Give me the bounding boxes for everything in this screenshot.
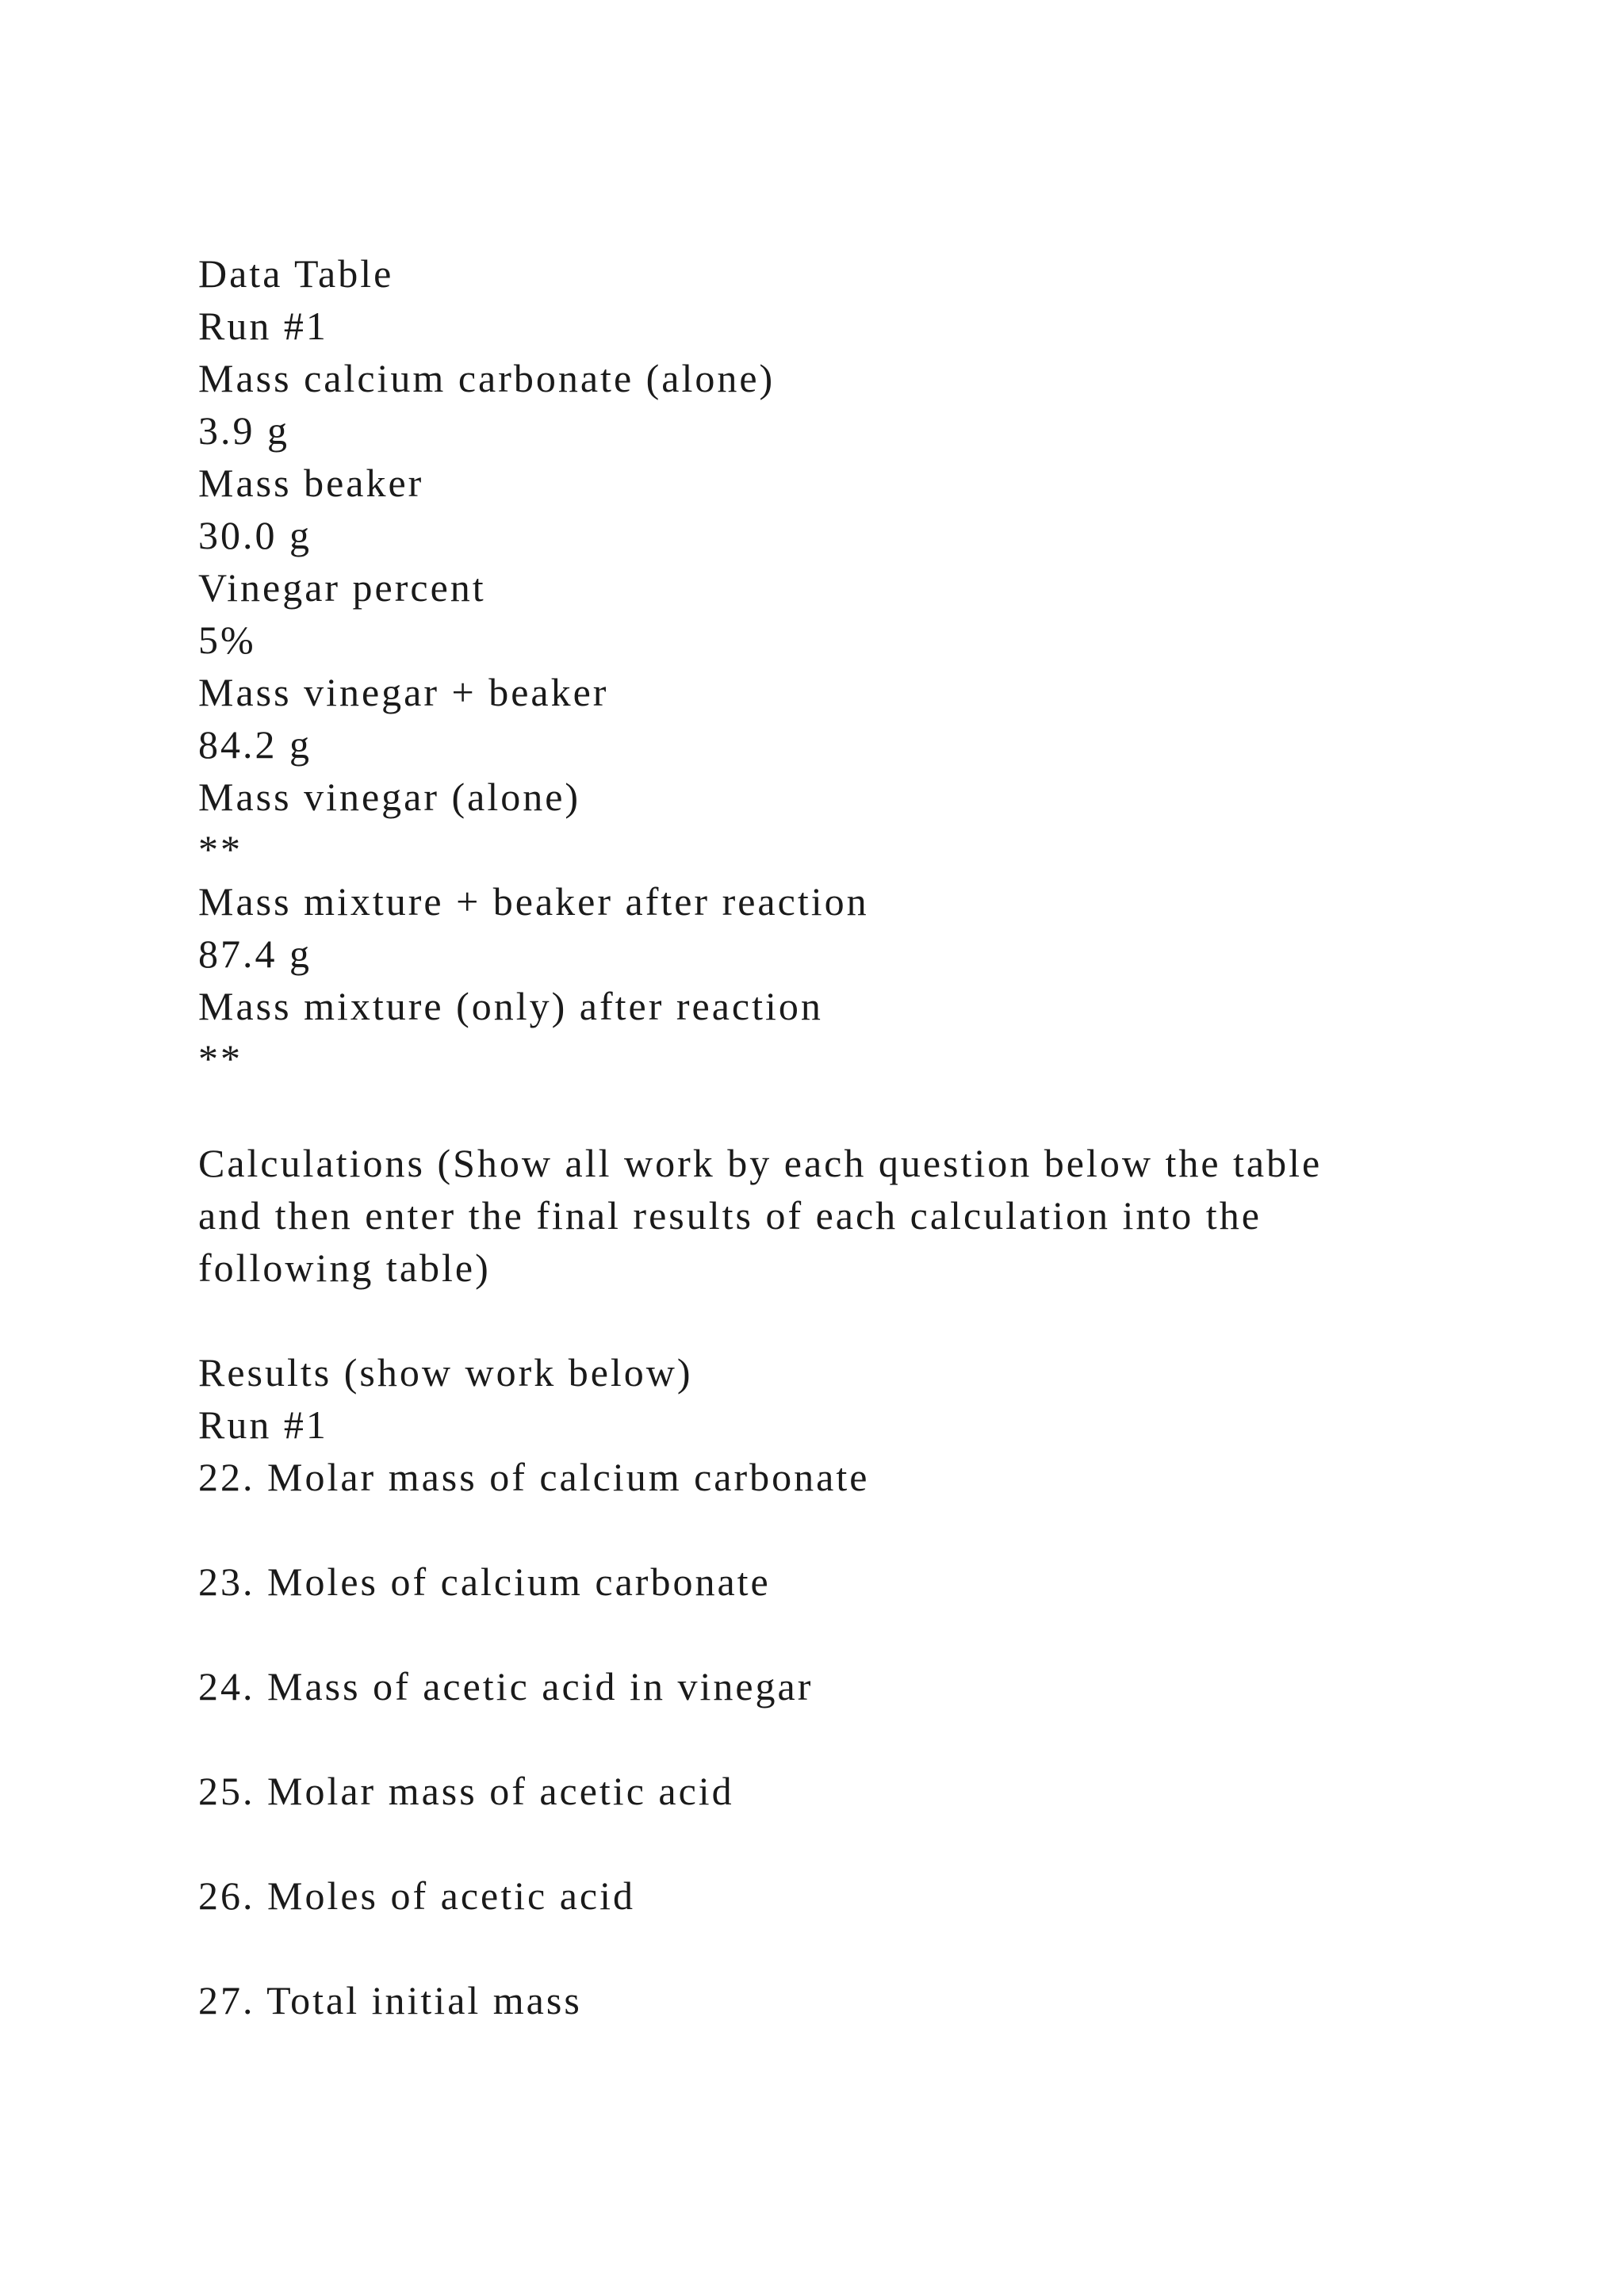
mixture-mass-label: Mass mixture (only) after reaction [198, 984, 823, 1028]
run-label: Run #1 [198, 304, 328, 348]
results-run-label: Run #1 [198, 1402, 328, 1447]
results-section [198, 1346, 1435, 2026]
results-heading: Results (show work below) [198, 1350, 693, 1395]
beaker-mass-label: Mass beaker [198, 461, 424, 505]
answer-space [198, 1922, 1435, 1974]
vinegar-mass-label: Mass vinegar (alone) [198, 775, 581, 819]
calculations-instructions [198, 1137, 1435, 1294]
data-table-section [198, 247, 1435, 1085]
question-item: 23. Moles of calcium carbonate [198, 1559, 771, 1604]
question-item: 22. Molar mass of calcium carbonate [198, 1455, 870, 1499]
data-table-title: Data Table [198, 251, 394, 296]
beaker-mass-value: 30.0 g [198, 513, 312, 557]
section-spacer [198, 1294, 1435, 1346]
document-page [198, 247, 1435, 2026]
question-item: 27. Total initial mass [198, 1978, 582, 2022]
calculations-line: following table) [198, 1246, 491, 1290]
section-spacer [198, 1085, 1435, 1137]
vinegar-percent-label: Vinegar percent [198, 565, 486, 610]
calcium-carbonate-mass-label: Mass calcium carbonate (alone) [198, 356, 776, 400]
calcium-carbonate-mass-value: 3.9 g [198, 408, 289, 453]
calculations-line: Calculations (Show all work by each question below the table [198, 1141, 1323, 1185]
vinegar-beaker-mass-label: Mass vinegar + beaker [198, 670, 609, 714]
question-item: 24. Mass of acetic acid in vinegar [198, 1664, 814, 1709]
mixture-beaker-mass-label: Mass mixture + beaker after reaction [198, 879, 869, 924]
question-item: 26. Moles of acetic acid [198, 1873, 635, 1918]
answer-space [198, 1608, 1435, 1660]
question-item: 25. Molar mass of acetic acid [198, 1769, 734, 1813]
answer-space [198, 1503, 1435, 1556]
vinegar-mass-value: ** [198, 827, 243, 871]
mixture-beaker-mass-value: 87.4 g [198, 932, 312, 976]
calculations-line: and then enter the final results of each calculation into the [198, 1193, 1262, 1238]
answer-space [198, 1817, 1435, 1869]
mixture-mass-value: ** [198, 1036, 243, 1081]
vinegar-percent-value: 5% [198, 618, 256, 662]
answer-space [198, 1712, 1435, 1765]
vinegar-beaker-mass-value: 84.2 g [198, 722, 312, 767]
